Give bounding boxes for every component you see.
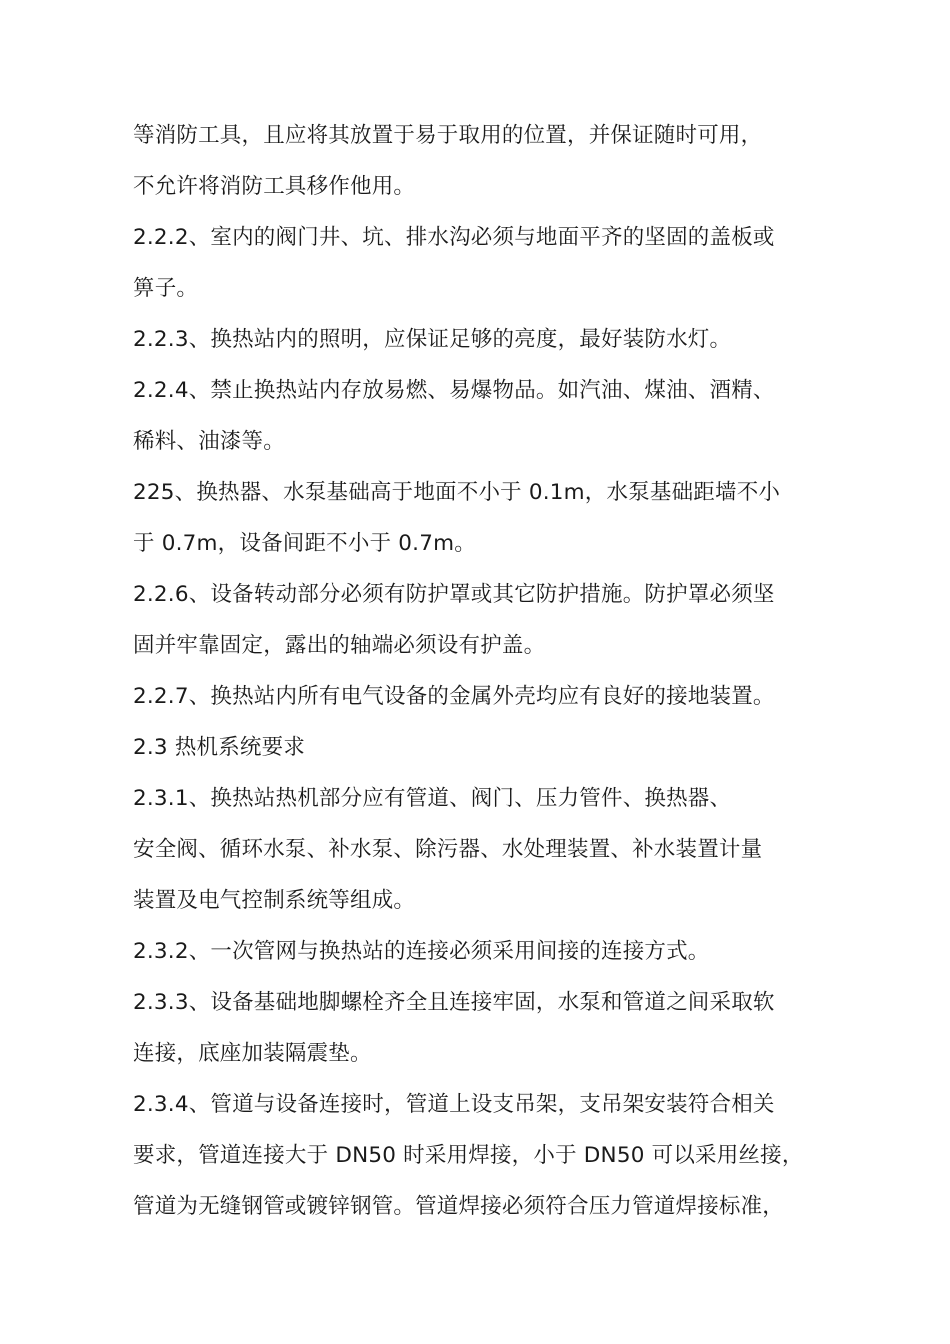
text-line: 2.2.6、设备转动部分必须有防护罩或其它防护措施。防护罩必须坚	[133, 582, 775, 607]
text-line: 要求，管道连接大于 DN50 时采用焊接，小于 DN50 可以采用丝接，	[133, 1143, 804, 1168]
document-body	[133, 110, 833, 1232]
text-line: 不允许将消防工具移作他用。	[133, 174, 416, 199]
text-line: 225、换热器、水泵基础高于地面不小于 0.1m，水泵基础距墙不小	[133, 480, 781, 505]
text-line: 2.3.3、设备基础地脚螺栓齐全且连接牢固，水泵和管道之间采取软	[133, 990, 775, 1015]
section-heading: 2.3 热机系统要求	[133, 735, 306, 760]
text-line: 安全阀、循环水泵、补水泵、除污器、水处理装置、补水装置计量	[133, 837, 763, 862]
text-line: 管道为无缝钢管或镀锌钢管。管道焊接必须符合压力管道焊接标准，	[133, 1194, 785, 1219]
text-line: 2.2.7、换热站内所有电气设备的金属外壳均应有良好的接地装置。	[133, 684, 775, 709]
text-line: 2.3.2、一次管网与换热站的连接必须采用间接的连接方式。	[133, 939, 710, 964]
text-line: 2.3.4、管道与设备连接时，管道上设支吊架，支吊架安装符合相关	[133, 1092, 775, 1117]
text-line: 装置及电气控制系统等组成。	[133, 888, 416, 913]
text-line: 等消防工具，且应将其放置于易于取用的位置，并保证随时可用，	[133, 123, 763, 148]
text-line: 2.2.3、换热站内的照明，应保证足够的亮度，最好装防水灯。	[133, 327, 732, 352]
text-line: 于 0.7m，设备间距不小于 0.7m。	[133, 531, 476, 556]
text-line: 稀料、油漆等。	[133, 429, 285, 454]
text-line: 固并牢靠固定，露出的轴端必须设有护盖。	[133, 633, 546, 658]
text-line: 2.2.4、禁止换热站内存放易燃、易爆物品。如汽油、煤油、酒精、	[133, 378, 775, 403]
text-line: 连接，底座加装隔震垫。	[133, 1041, 372, 1066]
text-line: 2.2.2、室内的阀门井、坑、排水沟必须与地面平齐的坚固的盖板或	[133, 225, 775, 250]
text-line: 2.3.1、换热站热机部分应有管道、阀门、压力管件、换热器、	[133, 786, 732, 811]
text-line: 箅子。	[133, 276, 199, 301]
